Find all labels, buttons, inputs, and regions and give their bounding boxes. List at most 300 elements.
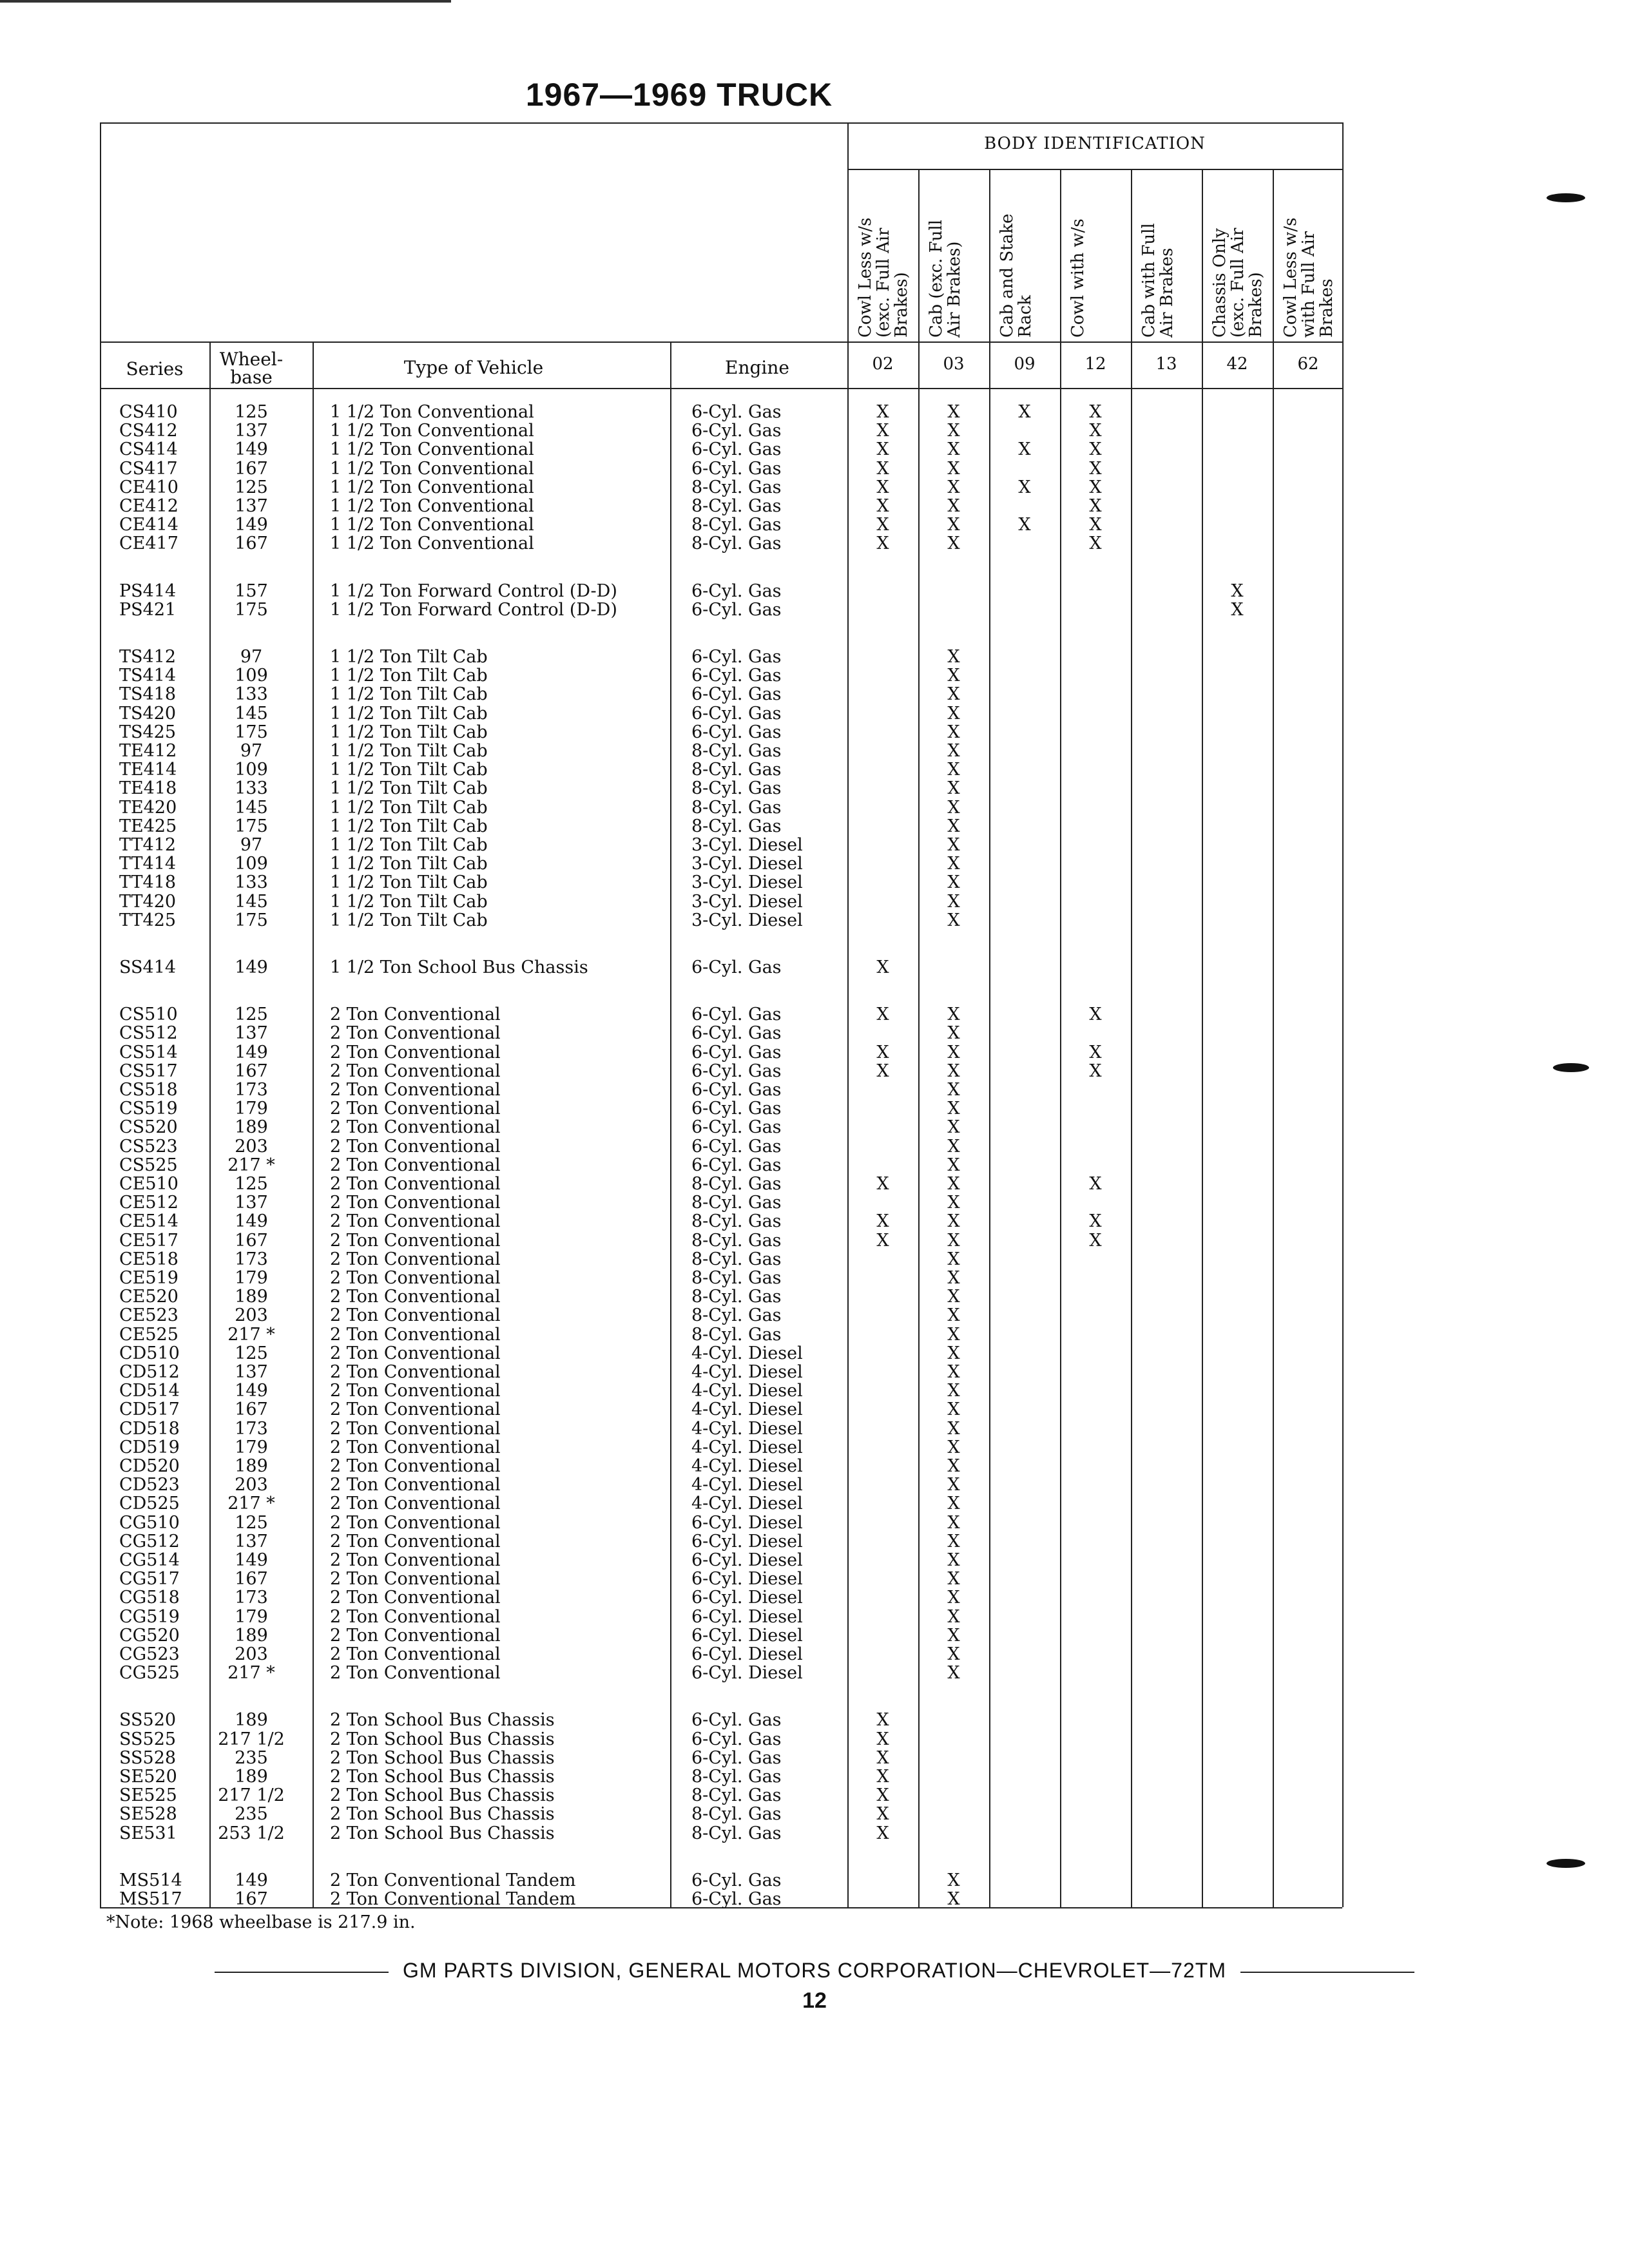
table-row: [100, 1438, 1342, 1457]
engine-cell: 6-Cyl. Gas: [691, 684, 782, 705]
table-row: [100, 582, 1342, 601]
column-rule: [1202, 169, 1203, 1907]
table-row: [100, 1137, 1342, 1156]
engine-cell: 6-Cyl. Gas: [691, 1117, 782, 1138]
engine-cell: 4-Cyl. Diesel: [691, 1456, 803, 1476]
series-cell: TE418: [119, 778, 177, 799]
type-cell: 2 Ton Conventional: [330, 1023, 501, 1044]
wheelbase-cell: 167: [235, 1569, 268, 1590]
type-cell: 2 Ton Conventional: [330, 1625, 501, 1646]
table-row: [100, 723, 1342, 742]
table-row: [100, 798, 1342, 817]
engine-cell: 8-Cyl. Gas: [691, 477, 782, 497]
engine-cell: 6-Cyl. Gas: [691, 1099, 782, 1119]
body-mark-cell: X: [876, 1230, 889, 1251]
table-row: [100, 1532, 1342, 1551]
engine-cell: 6-Cyl. Gas: [691, 1004, 782, 1025]
type-cell: 1 1/2 Ton Conventional: [330, 515, 534, 535]
type-cell: 1 1/2 Ton Tilt Cab: [330, 797, 488, 818]
body-mark-cell: X: [876, 1061, 889, 1081]
wheelbase-cell: 189: [235, 1117, 268, 1138]
engine-cell: 8-Cyl. Gas: [691, 1211, 782, 1232]
series-cell: CS517: [119, 1061, 178, 1081]
type-cell: 2 Ton Conventional: [330, 1494, 501, 1514]
body-mark-cell: X: [947, 760, 960, 780]
type-cell: 2 Ton Conventional: [330, 1061, 501, 1081]
table-row: [100, 685, 1342, 704]
body-column-code: 42: [1226, 354, 1248, 374]
type-cell: 2 Ton Conventional: [330, 1512, 501, 1533]
series-cell: CG514: [119, 1550, 180, 1570]
engine-cell: 6-Cyl. Gas: [691, 1061, 782, 1081]
type-cell: 2 Ton Conventional: [330, 1305, 501, 1326]
body-column-code: 02: [872, 354, 894, 374]
body-mark-cell: X: [1018, 477, 1031, 497]
wheelbase-cell: 173: [235, 1249, 268, 1269]
column-rule: [989, 169, 990, 1907]
type-cell: 1 1/2 Ton Conventional: [330, 533, 534, 554]
type-cell: 1 1/2 Ton Tilt Cab: [330, 741, 488, 761]
body-mark-cell: X: [947, 1399, 960, 1420]
engine-cell: 6-Cyl. Gas: [691, 1136, 782, 1157]
type-cell: 1 1/2 Ton Tilt Cab: [330, 816, 488, 836]
body-mark-cell: X: [947, 1174, 960, 1194]
series-cell: CG520: [119, 1625, 180, 1646]
wheelbase-cell: 125: [235, 477, 268, 497]
wheelbase-cell: 149: [235, 439, 268, 460]
table-row: [100, 1024, 1342, 1043]
type-cell: 2 Ton Conventional: [330, 1211, 501, 1232]
body-column-code: 62: [1297, 354, 1319, 374]
engine-cell: 8-Cyl. Gas: [691, 1193, 782, 1213]
body-mark-cell: X: [1089, 402, 1102, 422]
table-row: [100, 1824, 1342, 1843]
type-cell: 1 1/2 Ton Tilt Cab: [330, 666, 488, 686]
table-row: [100, 1306, 1342, 1325]
wheelbase-cell: 145: [235, 797, 268, 818]
body-column-label: Chassis Only (exc. Full Air Brakes): [1210, 227, 1266, 338]
type-cell: 2 Ton Conventional: [330, 1117, 501, 1138]
table-row: [100, 1608, 1342, 1626]
engine-cell: 8-Cyl. Gas: [691, 778, 782, 799]
body-mark-cell: X: [947, 1249, 960, 1269]
body-column-label: Cab (exc. Full Air Brakes): [927, 219, 964, 338]
body-mark-cell: X: [1089, 1042, 1102, 1062]
body-mark-cell: X: [876, 421, 889, 441]
wheelbase-cell: 203: [235, 1475, 268, 1495]
wheelbase-cell: 149: [235, 515, 268, 535]
engine-cell: 4-Cyl. Diesel: [691, 1399, 803, 1420]
type-cell: 2 Ton Conventional: [330, 1004, 501, 1025]
series-cell: MS517: [119, 1889, 182, 1909]
body-mark-cell: X: [876, 1004, 889, 1025]
type-cell: 2 Ton Conventional: [330, 1606, 501, 1627]
body-mark-cell: X: [876, 1211, 889, 1232]
engine-cell: 6-Cyl. Diesel: [691, 1531, 803, 1552]
body-mark-cell: X: [876, 957, 889, 977]
series-cell: CS510: [119, 1004, 178, 1025]
wheelbase-cell: 203: [235, 1136, 268, 1157]
series-cell: CS514: [119, 1042, 178, 1062]
series-cell: TE425: [119, 816, 177, 836]
table-row: [100, 497, 1342, 515]
body-mark-cell: X: [1089, 458, 1102, 479]
table-row: [100, 421, 1342, 440]
series-cell: SE520: [119, 1767, 177, 1787]
wheelbase-cell: 133: [235, 684, 268, 705]
scan-edge-mark: [1547, 1859, 1585, 1868]
table-row: [100, 1664, 1342, 1682]
body-mark-cell: X: [947, 1870, 960, 1890]
series-cell: CS417: [119, 458, 178, 479]
type-cell: 2 Ton Conventional: [330, 1588, 501, 1608]
table-border: [100, 122, 1342, 124]
table-row: [100, 1193, 1342, 1212]
body-mark-cell: X: [947, 1644, 960, 1664]
body-mark-cell: X: [947, 496, 960, 516]
series-cell: CE523: [119, 1305, 178, 1326]
series-cell: CD520: [119, 1456, 180, 1476]
body-mark-cell: X: [947, 1531, 960, 1552]
series-cell: TT412: [119, 835, 177, 855]
series-cell: CG512: [119, 1531, 180, 1552]
series-cell: CS512: [119, 1023, 178, 1044]
wheelbase-cell: 167: [235, 533, 268, 554]
wheelbase-cell: 109: [235, 760, 268, 780]
series-cell: CG519: [119, 1606, 180, 1627]
wheelbase-cell: 137: [235, 496, 268, 516]
body-column-label: Cab with Full Air Brakes: [1139, 223, 1177, 338]
table-row: [100, 1287, 1342, 1306]
table-row: [100, 1231, 1342, 1250]
body-mark-cell: X: [876, 1710, 889, 1731]
type-cell: 2 Ton Conventional: [330, 1663, 501, 1684]
table-row: [100, 1269, 1342, 1287]
wheelbase-cell: 203: [235, 1305, 268, 1326]
wheelbase-cell: 179: [235, 1099, 268, 1119]
series-cell: CE417: [119, 533, 178, 554]
column-rule: [847, 122, 849, 1907]
type-cell: 2 Ton Conventional: [330, 1230, 501, 1251]
engine-cell: 8-Cyl. Gas: [691, 515, 782, 535]
wheelbase-cell: 217 *: [227, 1663, 275, 1684]
type-cell: 2 Ton School Bus Chassis: [330, 1747, 555, 1768]
table-row: [100, 1514, 1342, 1532]
wheelbase-cell: 149: [235, 1211, 268, 1232]
engine-cell: 4-Cyl. Diesel: [691, 1437, 803, 1457]
body-mark-cell: X: [947, 1193, 960, 1213]
type-cell: 1 1/2 Ton Tilt Cab: [330, 703, 488, 724]
engine-cell: 6-Cyl. Gas: [691, 458, 782, 479]
table-row: [100, 1062, 1342, 1081]
column-rule: [313, 341, 314, 1907]
body-mark-cell: X: [876, 1823, 889, 1843]
body-mark-cell: X: [947, 1136, 960, 1157]
series-cell: CS412: [119, 421, 178, 441]
type-cell: 2 Ton Conventional: [330, 1099, 501, 1119]
footer: [0, 1959, 1629, 1983]
series-cell: SS414: [119, 957, 177, 977]
series-cell: SS525: [119, 1729, 177, 1749]
engine-cell: 6-Cyl. Diesel: [691, 1625, 803, 1646]
wheelbase-cell: 109: [235, 666, 268, 686]
series-cell: CE518: [119, 1249, 178, 1269]
column-rule: [1131, 169, 1132, 1907]
table-row: [100, 892, 1342, 911]
table-row: [100, 534, 1342, 553]
body-mark-cell: X: [947, 515, 960, 535]
wheelbase-cell: 175: [235, 599, 268, 620]
body-identification-table: [100, 122, 1342, 1907]
type-cell: 1 1/2 Ton Tilt Cab: [330, 778, 488, 799]
wheelbase-cell: 97: [240, 835, 263, 855]
series-cell: CE412: [119, 496, 178, 516]
body-mark-cell: X: [947, 1061, 960, 1081]
engine-cell: 6-Cyl. Diesel: [691, 1606, 803, 1627]
series-cell: PS414: [119, 581, 177, 601]
body-mark-cell: X: [947, 402, 960, 422]
type-cell: 2 Ton Conventional: [330, 1287, 501, 1307]
wheelbase-cell: 175: [235, 722, 268, 742]
body-mark-cell: X: [947, 647, 960, 667]
body-mark-cell: X: [1018, 515, 1031, 535]
body-mark-cell: X: [876, 496, 889, 516]
body-column-code: 09: [1014, 354, 1036, 374]
engine-cell: 6-Cyl. Gas: [691, 581, 782, 601]
wheelbase-cell: 125: [235, 1174, 268, 1194]
table-row: [100, 1588, 1342, 1607]
table-row: [100, 1344, 1342, 1363]
page-title: 1967—1969 TRUCK: [525, 77, 833, 113]
wheelbase-cell: 179: [235, 1606, 268, 1627]
series-cell: MS514: [119, 1870, 182, 1890]
table-row: [100, 1551, 1342, 1570]
wheelbase-cell: 189: [235, 1456, 268, 1476]
table-row: [100, 1005, 1342, 1024]
series-cell: CS414: [119, 439, 178, 460]
body-mark-cell: X: [947, 458, 960, 479]
engine-cell: 8-Cyl. Gas: [691, 1804, 782, 1825]
footer-rule: [215, 1972, 389, 1973]
body-mark-cell: X: [947, 854, 960, 874]
body-mark-cell: X: [876, 1174, 889, 1194]
series-cell: PS421: [119, 599, 177, 620]
body-mark-cell: X: [876, 477, 889, 497]
type-cell: 2 Ton Conventional: [330, 1268, 501, 1288]
wheelbase-cell: 149: [235, 1870, 268, 1890]
table-row: [100, 666, 1342, 685]
wheelbase-cell: 167: [235, 458, 268, 479]
engine-cell: 6-Cyl. Gas: [691, 722, 782, 742]
type-cell: 2 Ton Conventional: [330, 1456, 501, 1476]
body-mark-cell: X: [876, 533, 889, 554]
series-cell: SS520: [119, 1710, 177, 1731]
series-cell: CD523: [119, 1475, 180, 1495]
engine-cell: 6-Cyl. Gas: [691, 1080, 782, 1100]
table-row: [100, 1212, 1342, 1231]
body-mark-cell: X: [876, 515, 889, 535]
body-mark-cell: X: [1089, 496, 1102, 516]
body-mark-cell: X: [947, 741, 960, 761]
type-cell: 2 Ton Conventional: [330, 1644, 501, 1664]
wheelbase-cell: 189: [235, 1625, 268, 1646]
table-row: [100, 1786, 1342, 1805]
type-cell: 1 1/2 Ton Conventional: [330, 496, 534, 516]
wheelbase-cell: 149: [235, 1042, 268, 1062]
table-row: [100, 1325, 1342, 1344]
engine-cell: 6-Cyl. Gas: [691, 1710, 782, 1731]
wheelbase-cell: 97: [240, 647, 263, 667]
wheelbase-cell: 97: [240, 741, 263, 761]
body-column-label: Cowl Less w/s with Full Air Brakes: [1281, 217, 1336, 338]
type-cell: 2 Ton School Bus Chassis: [330, 1785, 555, 1806]
engine-cell: 6-Cyl. Gas: [691, 1889, 782, 1909]
engine-cell: 3-Cyl. Diesel: [691, 891, 803, 912]
type-cell: 1 1/2 Ton Forward Control (D-D): [330, 599, 617, 620]
wheelbase-cell: 167: [235, 1399, 268, 1420]
engine-cell: 8-Cyl. Gas: [691, 1324, 782, 1345]
table-row: [100, 1099, 1342, 1118]
engine-cell: 6-Cyl. Gas: [691, 1729, 782, 1749]
type-cell: 1 1/2 Ton Tilt Cab: [330, 647, 488, 667]
table-row: [100, 836, 1342, 854]
series-cell: CS519: [119, 1099, 178, 1119]
wheelbase-cell: 149: [235, 1550, 268, 1570]
series-cell: TT414: [119, 854, 177, 874]
body-column-code: 12: [1084, 354, 1106, 374]
wheelbase-cell: 253 1/2: [218, 1823, 285, 1843]
wheelbase-cell: 235: [235, 1747, 268, 1768]
body-mark-cell: X: [947, 421, 960, 441]
body-mark-cell: X: [947, 1305, 960, 1326]
wheelbase-cell: 125: [235, 1512, 268, 1533]
wheelbase-cell: 203: [235, 1644, 268, 1664]
body-mark-cell: X: [947, 1362, 960, 1382]
body-identification-label: BODY IDENTIFICATION: [984, 134, 1206, 153]
body-mark-cell: X: [947, 1606, 960, 1627]
series-cell: CD518: [119, 1418, 180, 1439]
wheelbase-cell: 109: [235, 854, 268, 874]
wheelbase-cell: 137: [235, 421, 268, 441]
table-row: [100, 1363, 1342, 1381]
body-mark-cell: X: [1231, 581, 1244, 601]
type-cell: 1 1/2 Ton Forward Control (D-D): [330, 581, 617, 601]
engine-cell: 8-Cyl. Gas: [691, 1823, 782, 1843]
body-mark-cell: X: [947, 1343, 960, 1363]
engine-header: Engine: [725, 357, 789, 378]
table-row: [100, 440, 1342, 459]
series-cell: CD525: [119, 1494, 180, 1514]
engine-cell: 6-Cyl. Gas: [691, 1155, 782, 1175]
wheelbase-cell: 167: [235, 1061, 268, 1081]
type-cell: 2 Ton School Bus Chassis: [330, 1729, 555, 1749]
series-cell: TS420: [119, 703, 177, 724]
type-cell: 1 1/2 Ton Conventional: [330, 421, 534, 441]
type-cell: 1 1/2 Ton Conventional: [330, 402, 534, 422]
series-cell: CG525: [119, 1663, 180, 1684]
wheelbase-header: Wheel- base: [219, 349, 284, 388]
type-cell: 2 Ton Conventional: [330, 1362, 501, 1382]
wheelbase-cell: 137: [235, 1531, 268, 1552]
table-row: [100, 873, 1342, 892]
table-row: [100, 648, 1342, 666]
wheelbase-cell: 125: [235, 1004, 268, 1025]
series-cell: TS418: [119, 684, 177, 705]
table-row: [100, 1475, 1342, 1494]
table-row: [100, 1156, 1342, 1175]
body-mark-cell: X: [947, 1381, 960, 1401]
series-cell: CS523: [119, 1136, 178, 1157]
engine-cell: 3-Cyl. Diesel: [691, 872, 803, 893]
body-mark-cell: X: [876, 439, 889, 460]
table-row: [100, 515, 1342, 534]
type-cell: 1 1/2 Ton Conventional: [330, 477, 534, 497]
body-mark-cell: X: [947, 778, 960, 799]
series-cell: CE414: [119, 515, 178, 535]
table-row: [100, 1570, 1342, 1588]
body-mark-cell: X: [947, 1268, 960, 1288]
body-mark-cell: X: [947, 1287, 960, 1307]
body-mark-cell: X: [1018, 439, 1031, 460]
type-cell: 2 Ton Conventional: [330, 1174, 501, 1194]
body-mark-cell: X: [947, 703, 960, 724]
body-mark-cell: X: [947, 1475, 960, 1495]
table-row: [100, 459, 1342, 478]
type-cell: 2 Ton School Bus Chassis: [330, 1767, 555, 1787]
engine-cell: 8-Cyl. Gas: [691, 797, 782, 818]
wheelbase-cell: 173: [235, 1588, 268, 1608]
engine-cell: 3-Cyl. Diesel: [691, 910, 803, 930]
body-column-code: 03: [943, 354, 965, 374]
body-mark-cell: X: [947, 1155, 960, 1175]
body-mark-cell: X: [947, 477, 960, 497]
body-column-code: 13: [1155, 354, 1177, 374]
table-row: [100, 704, 1342, 723]
column-rule: [1273, 169, 1274, 1907]
series-cell: SE525: [119, 1785, 177, 1806]
footer-text: GM PARTS DIVISION, GENERAL MOTORS CORPORATION—CHEVROLET—72TM: [403, 1959, 1226, 1982]
engine-cell: 4-Cyl. Diesel: [691, 1475, 803, 1495]
series-cell: CE510: [119, 1174, 178, 1194]
body-mark-cell: X: [947, 1418, 960, 1439]
wheelbase-cell: 125: [235, 1343, 268, 1363]
table-row: [100, 1081, 1342, 1099]
wheelbase-cell: 145: [235, 703, 268, 724]
series-cell: CE514: [119, 1211, 178, 1232]
series-cell: CS525: [119, 1155, 178, 1175]
body-mark-cell: X: [1231, 599, 1244, 620]
body-mark-cell: X: [1089, 515, 1102, 535]
type-cell: 2 Ton Conventional: [330, 1569, 501, 1590]
type-cell: 2 Ton Conventional: [330, 1418, 501, 1439]
type-cell: 2 Ton Conventional: [330, 1550, 501, 1570]
engine-cell: 6-Cyl. Gas: [691, 599, 782, 620]
body-mark-cell: X: [947, 684, 960, 705]
engine-cell: 4-Cyl. Diesel: [691, 1362, 803, 1382]
type-cell: 2 Ton Conventional: [330, 1531, 501, 1552]
type-cell: 1 1/2 Ton Conventional: [330, 458, 534, 479]
series-cell: TT420: [119, 891, 177, 912]
body-mark-cell: X: [947, 439, 960, 460]
engine-cell: 8-Cyl. Gas: [691, 1268, 782, 1288]
type-cell: 2 Ton Conventional: [330, 1249, 501, 1269]
wheelbase-cell: 189: [235, 1767, 268, 1787]
engine-cell: 8-Cyl. Gas: [691, 496, 782, 516]
engine-cell: 6-Cyl. Diesel: [691, 1663, 803, 1684]
engine-cell: 6-Cyl. Gas: [691, 957, 782, 977]
type-cell: 2 Ton Conventional: [330, 1399, 501, 1420]
table-row: [100, 958, 1342, 977]
